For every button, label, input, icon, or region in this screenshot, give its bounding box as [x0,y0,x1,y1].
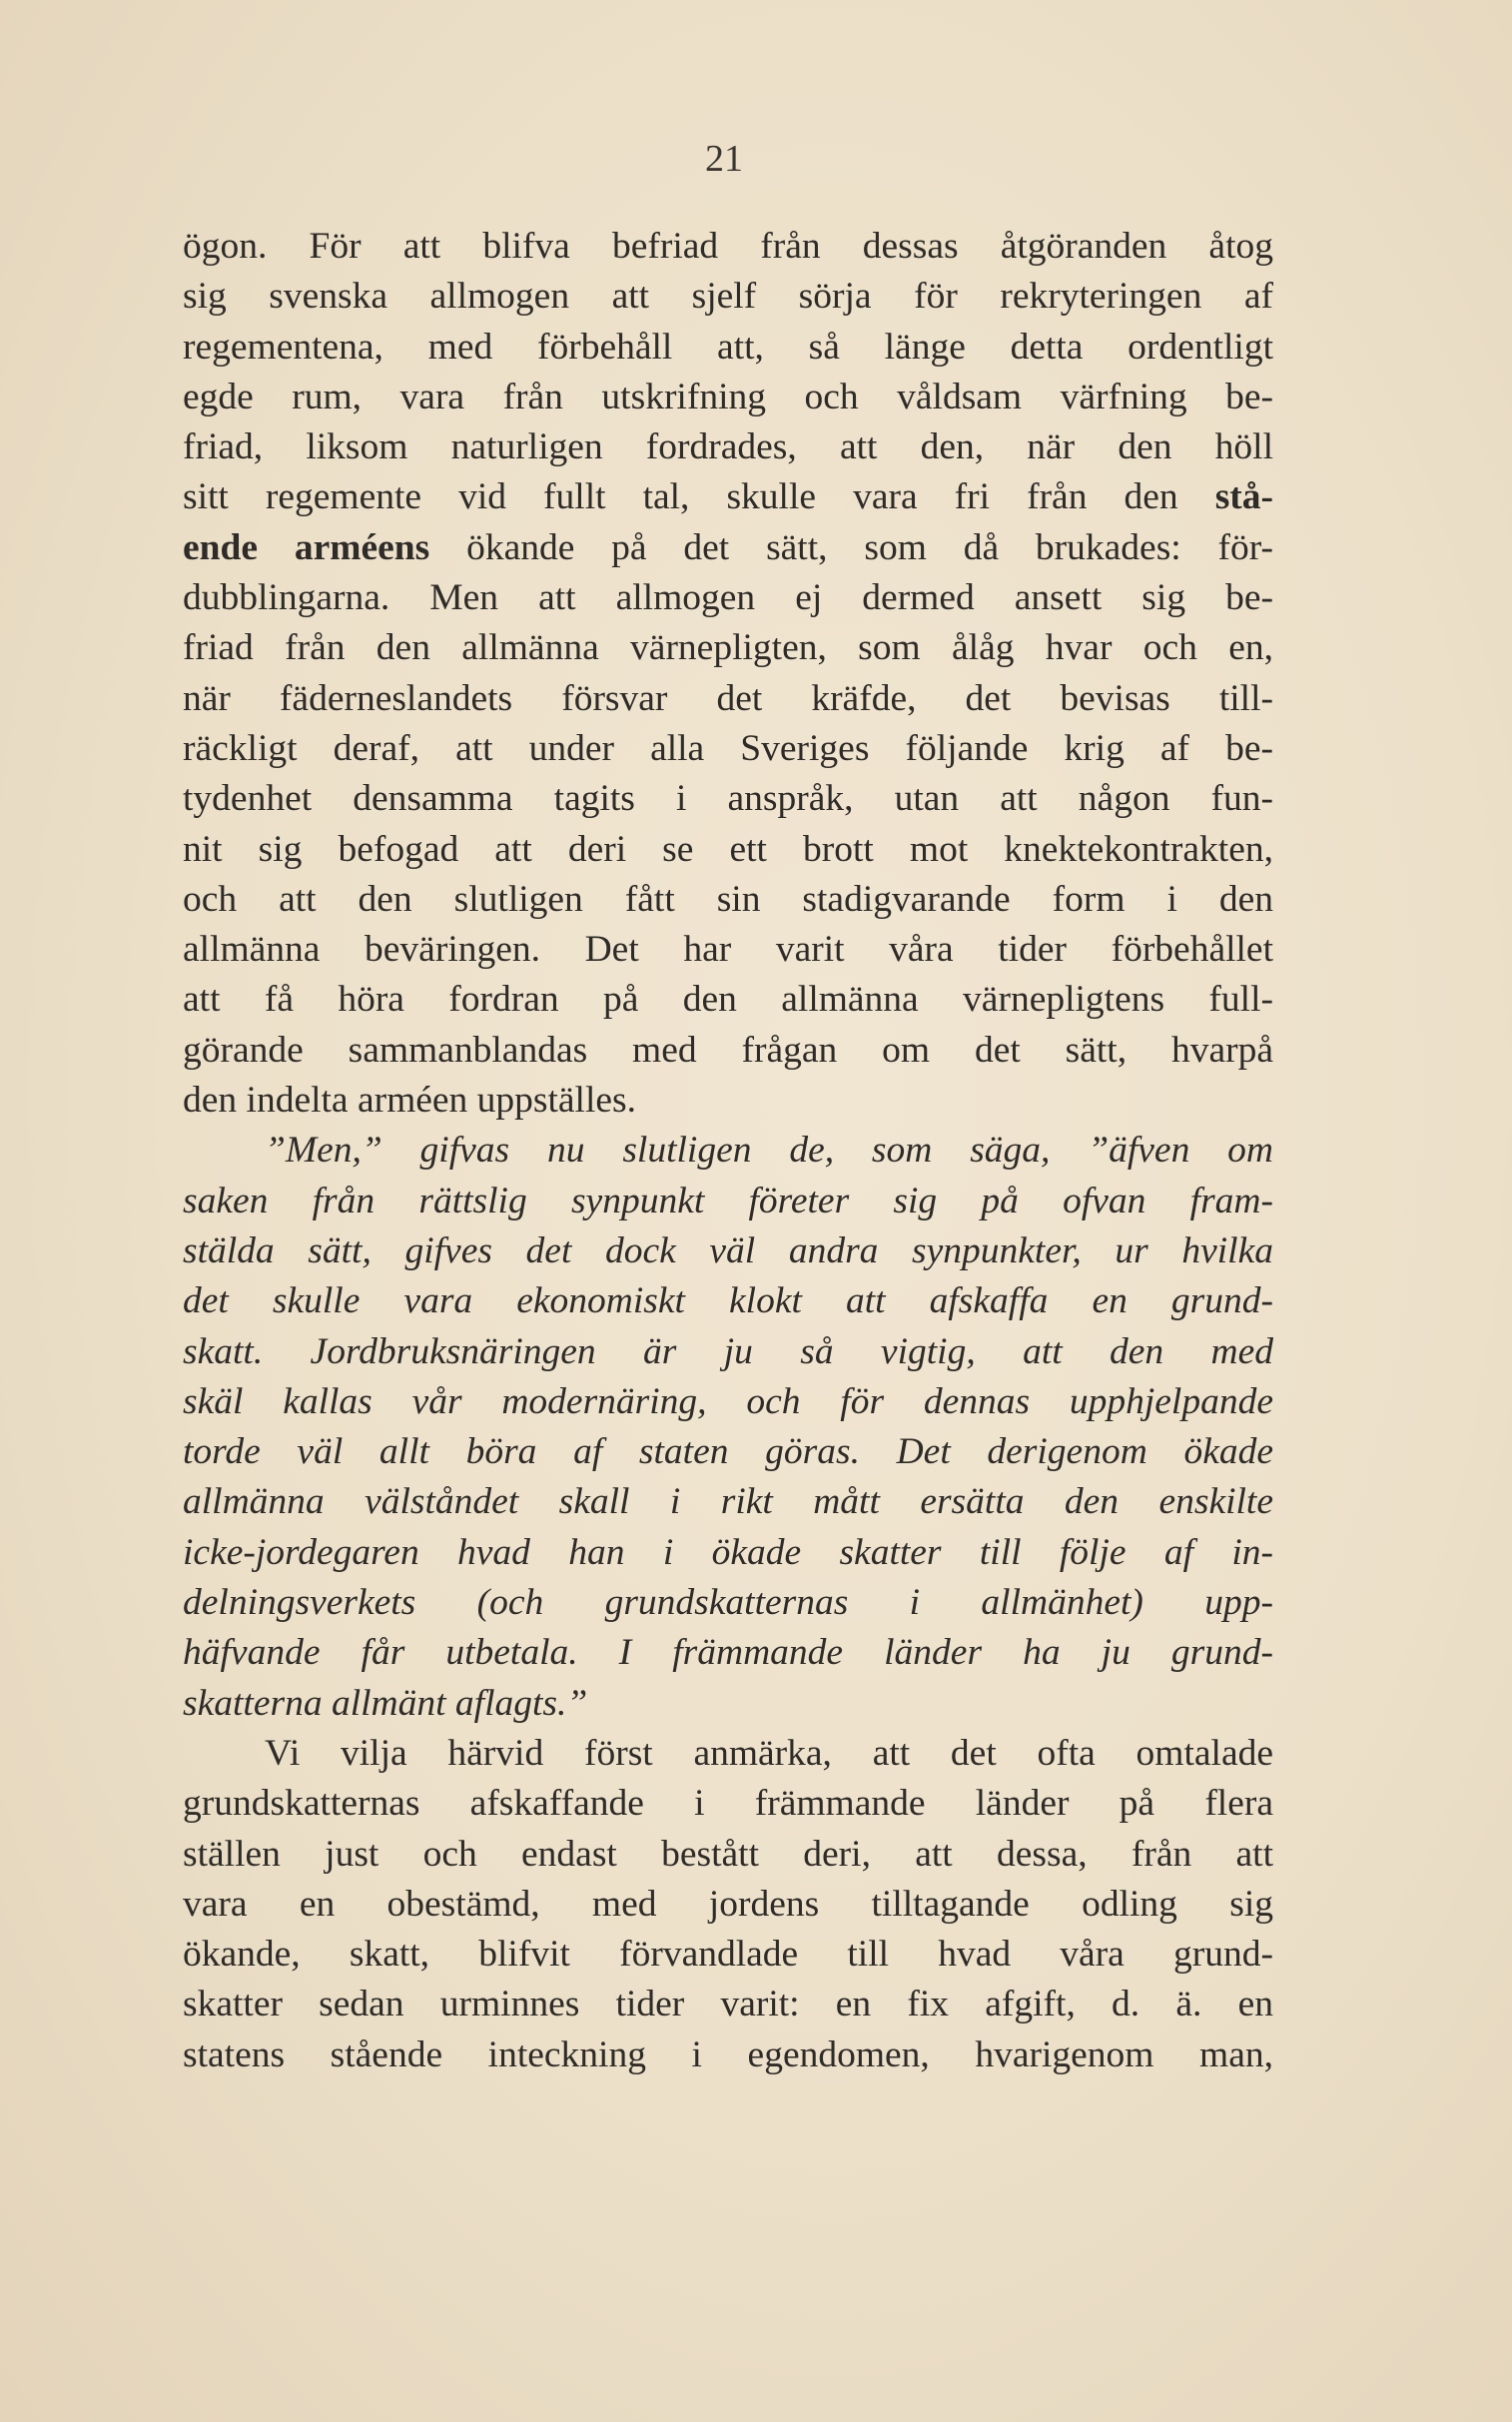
line-text: icke-jordegaren hvad han i ökade skatter till följe af in- [183,1531,1273,1573]
text-line [183,1226,1273,1276]
line-text: den indelta arméen uppställes. [183,1080,637,1122]
line-text: tydenhet densamma tagits i anspråk, utan att någon fun- [183,778,1273,820]
text-line [183,1276,1273,1326]
text-line [183,1578,1273,1628]
line-text: skatterna allmänt aflagts.” [183,1682,588,1724]
text-line [183,1377,1273,1427]
line-text: regementena, med förbehåll att, så länge detta ordentligt [183,326,1273,368]
text-line [183,472,1273,522]
line-text: görande sammanblandas med frågan om det sätt, hvarpå [183,1029,1273,1071]
line-text: vara en obestämd, med jordens tilltagande odling sig [183,1883,1273,1925]
line-text: allmänna beväringen. Det har varit våra tider förbehållet [183,929,1273,971]
line-text: skatter sedan urminnes tider varit: en fix afgift, d. ä. en [183,1984,1273,2025]
line-text: skäl kallas vår modernäring, och för dennas upphjelpande [183,1380,1273,1422]
line-text: allmänna välståndet skall i rikt mått ersätta den enskilte [183,1481,1273,1523]
line-text: det skulle vara ekonomiskt klokt att afskaffa en grund- [183,1280,1273,1322]
line-text: skatt. Jordbruksnäringen är ju så vigtig, att den med [183,1330,1273,1372]
text-line [183,573,1273,623]
line-text: friad, liksom naturligen fordrades, att den, när den höll [183,426,1273,468]
line-text: stälda sätt, gifves det dock väl andra synpunkter, ur hvilka [183,1229,1273,1271]
line-text: ökande, skatt, blifvit förvandlade till hvad våra grund- [183,1934,1273,1976]
text-line [183,825,1273,875]
text-line [183,1327,1273,1377]
text-line [183,1980,1273,2029]
line-text: sig svenska allmogen att sjelf sörja för rekryteringen af [183,276,1273,318]
line-text: ställen just och endast bestått deri, att dessa, från att [183,1833,1273,1875]
body-text [183,222,1273,2080]
text-line [183,975,1273,1025]
line-text: torde väl allt böra af staten göras. Det derigenom ökade [183,1431,1273,1473]
text-line [183,373,1273,422]
line-text: friad från den allmänna värnepligten, som ålåg hvar och en, [183,627,1273,669]
line-text: dubblingarna. Men att allmogen ej dermed ansett sig be- [183,577,1273,619]
line-text: ögon. För att blifva befriad från dessas åtgöranden åtog [183,226,1273,267]
line-text: häfvande får utbetala. I främmande länder ha ju grund- [183,1632,1273,1674]
line-text: ”Men,” gifvas nu slutligen de, som säga, ”äfven om [265,1130,1273,1172]
text-line [183,925,1273,975]
line-text: saken från rättslig synpunkt företer sig på ofvan fram- [183,1180,1273,1221]
line-text: grundskatternas afskaffande i främmande länder på flera [183,1783,1273,1825]
text-line [183,1177,1273,1226]
page-number: 21 [705,138,743,180]
text-line [183,272,1273,322]
text-line [183,323,1273,373]
text-line [183,1930,1273,1980]
text-line [183,1076,1273,1126]
text-line [183,1477,1273,1527]
text-line [183,523,1273,573]
text-line [183,422,1273,472]
text-line [183,222,1273,272]
text-line [183,1880,1273,1930]
line-text: att få höra fordran på den allmänna värnepligtens full- [183,979,1273,1021]
text-line [183,1628,1273,1678]
text-line [183,1830,1273,1880]
text-line [183,1026,1273,1076]
line-text: delningsverkets (och grundskatternas i allmänhet) upp- [183,1582,1273,1624]
line-text: sitt regemente vid fullt tal, skulle vara fri från den [183,476,1178,518]
line-text: räckligt deraf, att under alla Sveriges följande krig af be- [183,727,1273,769]
line-text: ökande på det sätt, som då brukades: för- [466,526,1273,568]
text-line [183,2030,1273,2080]
line-text: nit sig befogad att deri se ett brott mot knektekontrakten, [183,828,1273,870]
line-text: statens stående inteckning i egendomen, hvarigenom man, [183,2033,1273,2075]
text-line [183,623,1273,673]
line-text: Vi vilja härvid först anmärka, att det ofta omtalade [265,1732,1273,1774]
bold-phrase: ende arméens [183,526,430,568]
text-line [183,1528,1273,1578]
line-text: egde rum, vara från utskrifning och våldsam värfning be- [183,376,1273,417]
text-line [183,875,1273,925]
text-line [183,1729,1273,1779]
text-line [183,1679,1273,1729]
text-line [183,1779,1273,1829]
text-line [183,1427,1273,1477]
line-text: och att den slutligen fått sin stadigvarande form i den [183,878,1273,920]
text-line [183,724,1273,774]
bold-phrase: stå- [1214,476,1273,518]
text-line [183,674,1273,724]
text-line [183,1126,1273,1176]
line-text: när fäderneslandets försvar det kräfde, det bevisas till- [183,677,1273,719]
text-line [183,774,1273,824]
